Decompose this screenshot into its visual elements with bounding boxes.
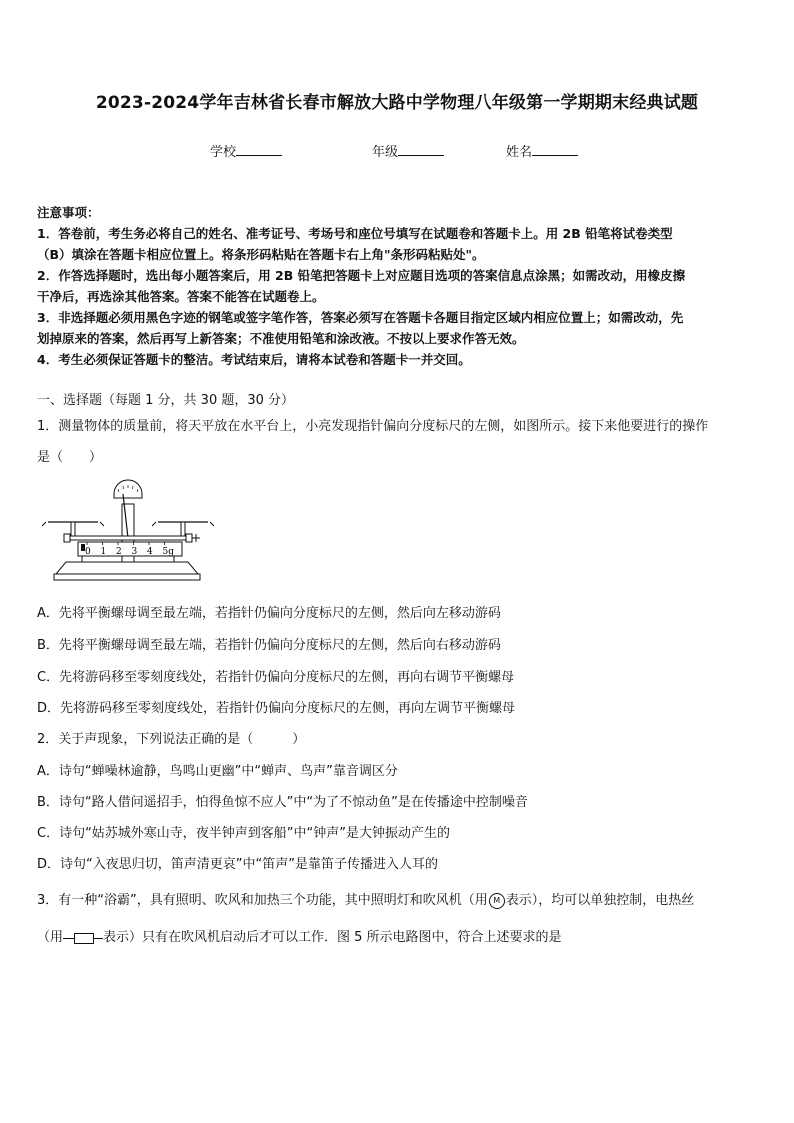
q1-stem-b: 是（ ） [37,450,103,465]
balance-figure [38,478,218,588]
school-field [210,141,282,160]
q3-stem-a2: 表示），均可以单独控制，电热丝 [505,893,695,908]
motor-symbol-icon: M [489,893,505,909]
q2-option-d: D．诗句“入夜思归切，笛声清更哀”中“笛声”是靠笛子传播进入人耳的 [37,857,438,872]
note-4: 4．考生必须保证答题卡的整洁。考试结束后，请将本试卷和答题卡一并交回。 [37,352,471,367]
ruler-tick-label: 2 [116,547,122,557]
page-title: 2023-2024学年吉林省长春市解放大路中学物理八年级第一学期期末经典试题 [95,93,699,113]
name-label: 姓名 [506,145,533,160]
beam [68,536,188,540]
name-blank [532,143,578,156]
ruler-tick-label: 4 [147,547,153,557]
ruler-tick-label: 0 [85,547,91,557]
note-3b: 划掉原来的答案，然后再写上新答案；不准使用铅笔和涂改液。不按以上要求作答无效。 [37,331,525,346]
q2-option-a: A．诗句“蝉噪林逾静，鸟鸣山更幽”中“蝉声、鸟声”靠音调区分 [37,764,398,779]
ruler-tick-label: 5g [162,547,174,557]
note-3a: 3．非选择题必须用黑色字迹的钢笔或签字笔作答，答案必须写在答题卡各题目指定区域内相应位置上；如需改动，先 [37,310,684,325]
note-2a: 2．作答选择题时，选出每小题答案后，用 2B 铅笔把答题卡上对应题目选项的答案信息点涂黑；如需改动，用橡皮擦 [37,268,686,283]
q1-option-d: D．先将游码移至零刻度线处，若指针仍偏向分度标尺的左侧，再向左调节平衡螺母 [37,701,516,716]
school-label: 学校 [210,145,237,160]
balance-foot [54,574,200,580]
q3-stem-b1: （用 [37,930,64,945]
q3-stem-a [37,889,694,909]
note-1b: （B）填涂在答题卡相应位置上。将条形码粘贴在答题卡右上角"条形码粘贴处"。 [37,247,485,262]
q1-option-b: B．先将平衡螺母调至最左端，若指针仍偏向分度标尺的左侧，然后向右移动游码 [37,638,501,653]
right-nut [186,534,192,542]
notes-heading: 注意事项： [37,205,100,220]
q2-stem: 2．关于声现象，下列说法正确的是（ ） [37,732,306,747]
q1-stem-a: 1．测量物体的质量前，将天平放在水平台上，小亮发现指针偏向分度标尺的左侧，如图所示。接下来他要进行的操作 [37,419,709,434]
grade-field [372,141,444,160]
q2-option-b: B．诗句“路人借问遥招手，怕得鱼惊不应人”中“为了不惊动鱼”是在传播途中控制噪音 [37,795,528,810]
resistor-symbol-icon [63,933,103,943]
grade-blank [398,143,444,156]
name-field [506,141,578,160]
q1-option-a: A．先将平衡螺母调至最左端，若指针仍偏向分度标尺的左侧，然后向左移动游码 [37,606,501,621]
section-heading: 一、选择题（每题 1 分，共 30 题，30 分） [37,393,295,408]
q2-option-c: C．诗句“姑苏城外寒山寺，夜半钟声到客船”中“钟声”是大钟振动产生的 [37,826,451,841]
notes-block [37,202,685,370]
note-2b: 干净后，再选涂其他答案。答案不能答在试题卷上。 [37,289,325,304]
left-nut [64,534,70,542]
balance-base [56,562,198,574]
ruler-tick-label: 1 [100,547,107,557]
q3-stem-b2: 表示）只有在吹风机启动后才可以工作．图 5 所示电路图中，符合上述要求的是 [103,930,562,945]
school-blank [236,143,282,156]
grade-label: 年级 [372,145,399,160]
q3-stem-b [37,926,562,945]
q3-stem-a1: 3．有一种“浴霸”，具有照明、吹风和加热三个功能，其中照明灯和吹风机（用 [37,893,488,908]
ruler-tick-label: 3 [131,547,138,557]
note-1a: 1．答卷前，考生务必将自己的姓名、准考证号、考场号和座位号填写在试题卷和答题卡上。用 2B 铅笔将试卷类型 [37,226,673,241]
q1-option-c: C．先将游码移至零刻度线处，若指针仍偏向分度标尺的左侧，再向右调节平衡螺母 [37,670,515,685]
